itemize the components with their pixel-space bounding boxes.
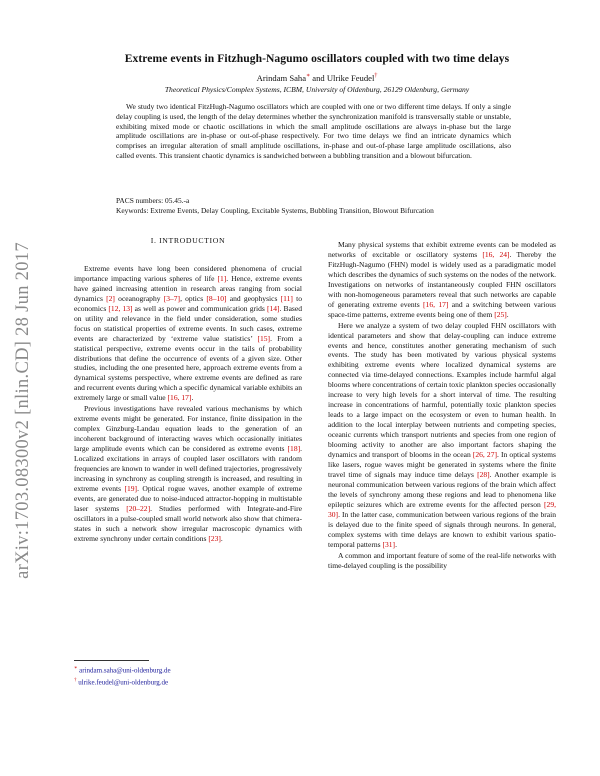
arxiv-id-text: arXiv:1703.08300v2 [nlin.CD] 28 Jun 2017 [12, 241, 33, 579]
paragraph [74, 264, 302, 403]
paragraph-text: . Another example is neuronal communication between various regions of the brain which affect the levels of synchrony among these regions and lead to phenomena like epileptic seizures which are extreme events for the affected person [328, 469, 556, 509]
citation-link[interactable]: [16, 24] [482, 249, 510, 259]
paragraph-text: . [191, 393, 194, 403]
paragraph-text: . Thereby the FitzHugh-Nagumo (FHN) model is widely used as a paradigmatic model which describes the dynamics of such systems on the nodes of the network. Investigations on networks of instantaneously coupled FHN oscillators with non-homogeneous parameters reveal that such networks are capable of generating extreme events [328, 249, 556, 309]
citation-link[interactable]: [20–22] [126, 503, 151, 513]
citation-link[interactable]: [8–10] [206, 293, 227, 303]
paragraph-text: Previous investigations have revealed various mechanisms by which extreme events might be generated. For instance, finite dissipation in the complex Ginzburg-Landau equation leads to the generation of an incoherent background of interacting waves which occasionally initiates large amplitude events which can be considered as extreme events [74, 404, 302, 454]
pacs-numbers: PACS numbers: 05.45.-a [116, 196, 190, 205]
footnote-2-mark: † [74, 677, 77, 683]
citation-link[interactable]: [2] [106, 293, 115, 303]
citation-link[interactable]: [18] [287, 444, 301, 454]
paragraph-text: Extreme events have long been considered phenomena of crucial importance impacting various spheres of life [74, 263, 302, 283]
citation-link[interactable]: [15] [257, 333, 271, 343]
citation-link[interactable]: [28] [477, 469, 490, 479]
citation-link[interactable]: [16, 17] [167, 393, 192, 403]
author-2: Ulrike Feudel [326, 73, 375, 83]
citation-link[interactable]: [1] [217, 273, 227, 283]
affiliation: Theoretical Physics/Complex Systems, ICBM, University of Oldenburg, 26129 Oldenburg, Germany [164, 85, 470, 94]
footnote-rule [74, 660, 149, 661]
paragraph-text: . In optical systems like lasers, rogue waves might be generated in systems where the finite travel time of signals may induce time delays [328, 450, 556, 479]
footnote-1-mark: ∗ [74, 666, 78, 671]
paragraph-text: to economics [74, 293, 302, 313]
author-1: Arindam Saha [256, 73, 307, 83]
citation-link[interactable]: [16, 17] [423, 299, 449, 309]
paragraph-text: . From a statistical perspective, extreme events occur in the tails of probability distributions that define the occurrence of events of a given size. Other studies, including the one presented here, approach extreme events from a dynamical systems perspective, where extreme events are defined as rare and recurrent events during which a specific dynamical variable exhibits an extremely large or small value [74, 333, 302, 403]
paragraph: A common and important feature of some of the real-life networks with time-delayed coupling is the possibility [328, 550, 556, 570]
author-line [74, 73, 560, 83]
citation-link[interactable]: [26, 27] [472, 450, 497, 460]
section-heading: I. INTRODUCTION [150, 236, 226, 245]
paragraph-text: Many physical systems that exhibit extreme events can be modeled as networks of excitable or oscillatory systems [328, 240, 556, 259]
right-column [328, 240, 556, 570]
footnote-1 [74, 664, 302, 676]
citation-link[interactable]: [11] [280, 293, 293, 303]
paragraph-text: and geophysics [226, 293, 281, 303]
paragraph-text: as well as power and communication grids [132, 303, 267, 313]
paragraph-text: oceanography [114, 293, 164, 303]
citation-link[interactable]: [23] [208, 533, 221, 543]
footnote-2 [74, 676, 302, 688]
author-connector: and [310, 73, 327, 83]
citation-link[interactable]: [29, 30] [328, 499, 556, 519]
paragraph-text: , optics [180, 293, 207, 303]
paragraph-text: and a switching between various space-time patterns, extreme events being one of them [328, 299, 556, 319]
left-column [74, 236, 302, 544]
citation-link[interactable]: [31] [382, 539, 396, 549]
email-link-saha[interactable]: arindam.saha@uni-oldenburg.de [79, 666, 171, 675]
citation-link[interactable]: [19] [124, 483, 138, 493]
abstract: We study two identical FitzHugh-Nagumo oscillators which are coupled with one or two different time delays. If only a single delay coupling is used, the length of the delay determines whether the synchronization manifold is transversally stable or unstable, exhibiting mixed mode or chaotic oscillations in which the small amplitude oscillations are always in-phase but the large amplitude oscillations are in-phase or out-of-phase respectively. For two time delays we find an intricate dynamics which comprises an irregular alteration of small amplitude oscillations, in-phase and out-of-phase large amplitude oscillations, also called events. This transient chaotic dynamics is sandwiched between a bubbling transition and a blowout bifurcation. [116, 102, 511, 160]
paragraph-text: . [395, 539, 397, 549]
paragraph-text: . Localized excitations in arrays of coupled laser oscillators with random frequencies are known to wander in well defined trajectories, progressively increasing in synchrony as coupling strength is increased, and resulting in extreme events [74, 444, 302, 493]
citation-link[interactable]: [12, 13] [108, 303, 133, 313]
paragraph-text: . Based on utility and relevance in the field under consideration, some studies focus on statistical properties of extreme events. In such cases, extreme events are characterized by ‘extreme value statistics’ [74, 303, 302, 343]
paragraph-text: . Studies performed with Integrate-and-Fire oscillators in a pulse-coupled small world network also show that chimera-states in such a network show irregular macroscopic dynamics with extreme synchrony under certain conditions [74, 503, 303, 543]
paragraph-text: . Optical rogue waves, another example of extreme events, are generated due to noise-induced attractor-hopping in multistable laser systems [74, 483, 302, 513]
paragraph-text: . Hence, extreme events have gained increasing attention in research areas ranging from social dynamics [74, 273, 303, 303]
email-link-feudel[interactable]: ulrike.feudel@uni-oldenburg.de [78, 678, 169, 687]
paper-title: Extreme events in Fitzhugh-Nagumo oscillators coupled with two time delays [124, 52, 510, 65]
footnotes [74, 660, 302, 687]
citation-link[interactable]: [3–7] [163, 293, 181, 303]
paragraph [74, 404, 302, 543]
paragraph-text: . [506, 309, 509, 319]
paragraph [328, 240, 556, 320]
citation-link[interactable]: [25] [494, 309, 507, 319]
paragraph-text: Here we analyze a system of two delay coupled FHN oscillators with identical parameters and show that delay-coupling can induce extreme events and hence, constitutes another generating mechanism of such events. The study has been motivated by various physical systems exhibiting extreme events where localized dynamical systems are connected via time-delayed connections. Examples include harmful algal blooms where concentrations of certain toxic plankton species occasionally increase to very high levels for a short interval of time. The resulting increase in concentrations of harmful, potentially toxic plankton species leads to a large impact on the ecosystem or even to human health. In addition to the local interplay between nutrients and competing species, oceanic currents which transport nutrients and species from one region of blooming activity to another are also important factors shaping the dynamics and transport of blooms in the ocean [328, 320, 556, 460]
paragraph [328, 321, 556, 550]
pacs-block [116, 196, 516, 216]
author-2-mark[interactable]: † [374, 73, 378, 80]
arxiv-identifier-stamp [8, 210, 38, 610]
author-1-mark[interactable]: ∗ [306, 73, 311, 80]
citation-link[interactable]: [14] [266, 303, 280, 313]
paragraph-text: . In the latter case, communication between various regions of the brain is delayed due to the finite speed of signals through neurons. In general, complex systems with time delays are known to exhibit various spatio-temporal patterns [328, 509, 556, 549]
paragraph-text: . [220, 533, 223, 543]
keywords: Keywords: Extreme Events, Delay Coupling, Excitable Systems, Bubbling Transition, Blowout Bifurcation [116, 205, 434, 215]
